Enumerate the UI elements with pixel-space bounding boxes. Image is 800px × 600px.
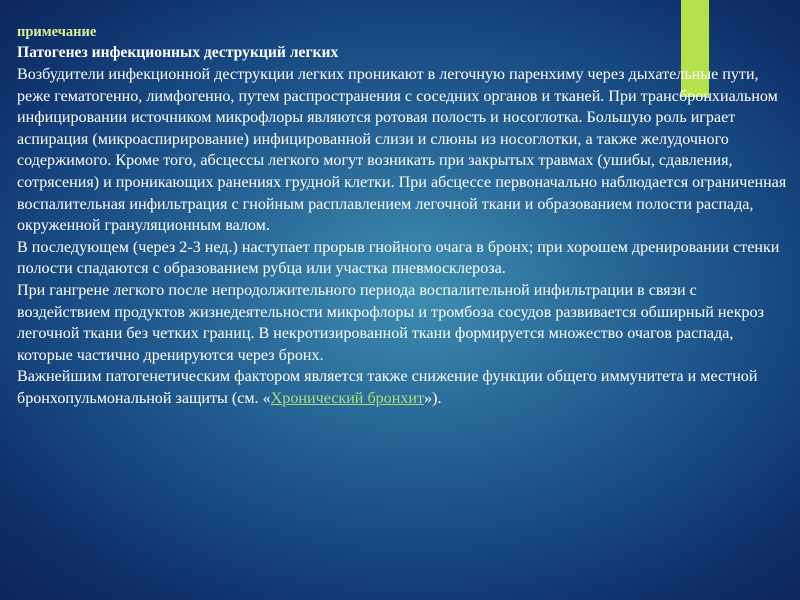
paragraph-gangrene: При гангрене легкого после непродолжительного периода воспалительной инфильтрации в связи с воздействием продуктов жизнедеятельности микрофлоры и тромбоза сосудов развивается обширный некроз легочной ткани без четких границ. В некротизированной ткани формируется множество очагов распада, которые частично дренируются через бронх. — [17, 281, 764, 364]
chronic-bronchitis-link[interactable]: Хронический бронхит — [270, 389, 425, 407]
slide-heading: Патогенез инфекционных деструкций легких — [17, 44, 339, 61]
paragraph-abscess-breakthrough: В последующем (через 2-3 нед.) наступает прорыв гнойного очага в бронх; при хорошем дренировании стенки полости спадаются с образованием рубца или участка пневмосклероза. — [17, 238, 780, 278]
immunity-text-before-link: Важнейшим патогенетическим фактором является также снижение функции общего иммунитета и местной бронхопульмональной защиты (см. « — [17, 368, 758, 407]
slide-text-block — [17, 22, 789, 410]
paragraph-immunity — [17, 366, 789, 409]
paragraph-pathogen-entry: Возбудители инфекционной деструкции легких проникают в легочную паренхиму через дыхательные пути, реже гематогенно, лимфогенно, путем распространения с соседних органов и тканей. При трансбронхиальном инфицировании источником микрофлоры являются ротовая полость и носоглотка. Большую роль играет аспирация (микроаспирирование) инфицированной слизи и слюны из носоглотки, а также желудочного содержимого. Кроме того, абсцессы легкого могут возникать при закрытых травмах (ушибы, сдавления, сотрясения) и проникающих ранениях грудной клетки. При абсцессе первоначально наблюдается ограниченная воспалительная инфильтрация с гнойным расплавлением легочной ткани и образованием полости распада, окруженной грануляционным валом. — [17, 66, 787, 235]
immunity-text-after-link: »). — [424, 389, 442, 407]
note-label: примечание — [17, 24, 97, 40]
